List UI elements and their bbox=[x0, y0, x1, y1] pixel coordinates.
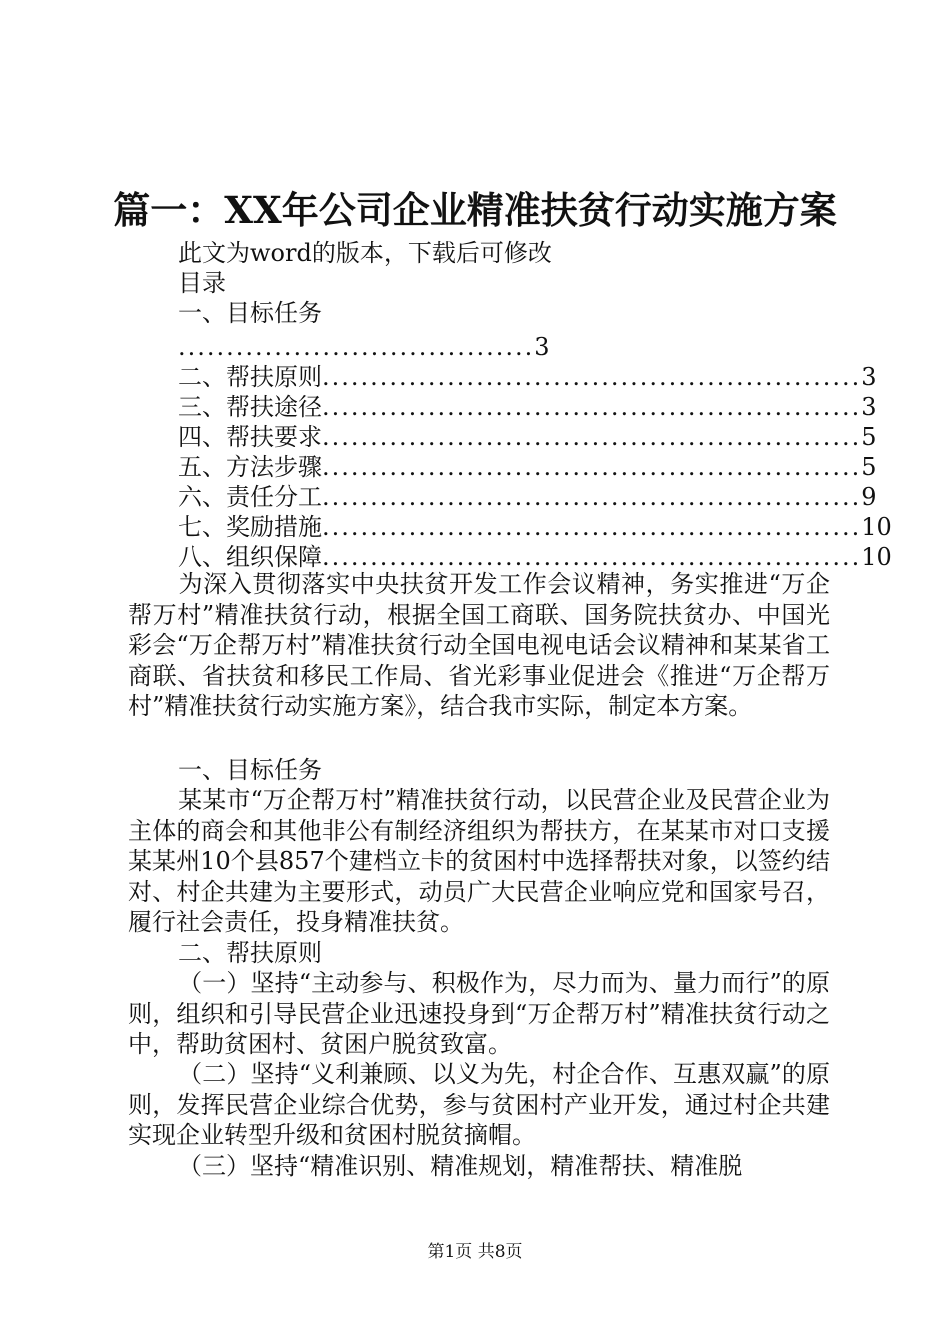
toc-entry-label: 三、帮扶途径 bbox=[178, 393, 322, 421]
toc-entry-label: 八、组织保障 bbox=[178, 543, 322, 571]
section1-paragraph bbox=[128, 785, 830, 938]
toc-entry-label: 四、帮扶要求 bbox=[178, 423, 322, 451]
toc-entry[interactable] bbox=[178, 392, 877, 422]
toc-entry[interactable] bbox=[178, 452, 877, 482]
toc-entry-page: 3 bbox=[534, 333, 552, 361]
toc-entry-page: 3 bbox=[861, 363, 877, 391]
toc-entry-label: 七、奖励措施 bbox=[178, 513, 322, 541]
principle-paragraph bbox=[128, 1059, 830, 1151]
toc-entry-page: 10 bbox=[861, 513, 892, 541]
toc-dots: ........................................................ bbox=[322, 513, 862, 541]
section-heading: 一、目标任务 bbox=[178, 756, 322, 784]
toc-dots: ........................................................ bbox=[322, 453, 862, 481]
toc-dots: ........................................................ bbox=[322, 363, 862, 391]
principle-paragraph bbox=[128, 968, 830, 1060]
toc-entry[interactable] bbox=[178, 362, 877, 392]
toc-entry-page: 5 bbox=[861, 423, 877, 451]
toc-entry[interactable] bbox=[178, 542, 892, 572]
toc-entry-label: 六、责任分工 bbox=[178, 483, 322, 511]
section-heading: 二、帮扶原则 bbox=[178, 939, 322, 967]
toc-dots: ..................................... bbox=[178, 333, 535, 361]
toc-entry-page: 10 bbox=[861, 543, 892, 571]
toc-dots: ........................................................ bbox=[322, 393, 862, 421]
toc-dots: ........................................................ bbox=[322, 423, 862, 451]
intro-paragraph bbox=[128, 569, 830, 722]
toc-entry-label: 二、帮扶原则 bbox=[178, 363, 322, 391]
toc-entry-page: 9 bbox=[861, 483, 877, 511]
page-footer: 第1页 共8页 bbox=[427, 1242, 523, 1262]
principle-paragraph bbox=[128, 1151, 830, 1182]
toc-entry[interactable] bbox=[178, 482, 877, 512]
version-note: 此文为word的版本，下载后可修改 bbox=[178, 239, 552, 267]
toc-dots: ........................................................ bbox=[322, 543, 862, 571]
toc-dots: ........................................................ bbox=[322, 483, 862, 511]
toc-heading: 目录 bbox=[178, 269, 226, 297]
toc-entry-page: 3 bbox=[861, 393, 877, 421]
intro-text: 为深入贯彻落实中央扶贫开发工作会议精神，务实推进“万企帮万村”精准扶贫行动，根据全国工商联、国务院扶贫办、中国光彩会“万企帮万村”精准扶贫行动全国电视电话会议精神和某某省工商联、省扶贫和移民工作局、省光彩事业促进会《推进“万企帮万村”精准扶贫行动实施方案》，结合我市实际，制定本方案。 bbox=[128, 570, 830, 720]
principle-text: （一）坚持“主动参与、积极作为，尽力而为、量力而行”的原则，组织和引导民营企业迅速投身到“万企帮万村”精准扶贫行动之中，帮助贫困村、贫困户脱贫致富。 bbox=[128, 969, 830, 1058]
toc-entry-page: 5 bbox=[861, 453, 877, 481]
toc-entry-leader bbox=[178, 332, 552, 362]
section1-text: 某某市“万企帮万村”精准扶贫行动，以民营企业及民营企业为主体的商会和其他非公有制经济组织为帮扶方，在某某市对口支援某某州10个县857个建档立卡的贫困村中选择帮扶对象，以签约结对、村企共建为主要形式，动员广大民营企业响应党和国家号召，履行社会责任，投身精准扶贫。 bbox=[128, 786, 830, 936]
toc-entry[interactable] bbox=[178, 512, 892, 542]
toc-entry-label[interactable]: 一、目标任务 bbox=[178, 299, 322, 327]
principle-text: （三）坚持“精准识别、精准规划，精准帮扶、精准脱 bbox=[178, 1152, 743, 1180]
document-title: 篇一：XX年公司企业精准扶贫行动实施方案 bbox=[113, 188, 837, 232]
principle-text: （二）坚持“义利兼顾、以义为先，村企合作、互惠双赢”的原则，发挥民营企业综合优势，参与贫困村产业开发，通过村企共建实现企业转型升级和贫困村脱贫摘帽。 bbox=[128, 1060, 830, 1149]
toc-entry-label: 五、方法步骤 bbox=[178, 453, 322, 481]
toc-entry[interactable] bbox=[178, 422, 877, 452]
